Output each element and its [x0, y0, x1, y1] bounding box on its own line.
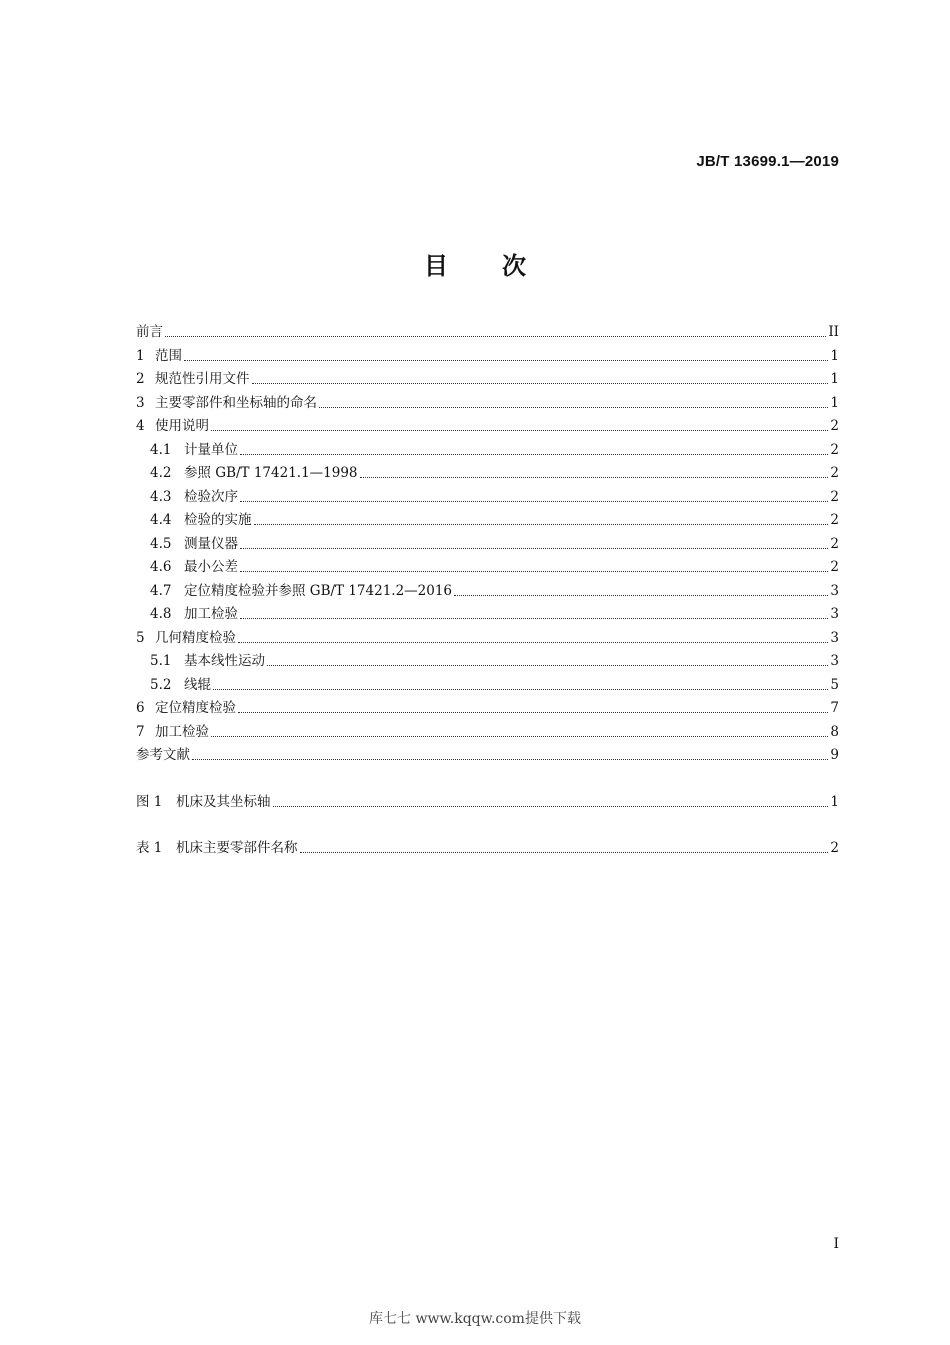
toc-entry-label: 主要零部件和坐标轴的命名 [155, 394, 317, 411]
page-number: I [833, 1236, 839, 1252]
toc-entry-label: 定位精度检验 [155, 700, 236, 716]
toc-entry-number: 4.4 [150, 512, 172, 528]
toc-entry[interactable] [136, 439, 839, 463]
toc-spacer [136, 814, 839, 837]
toc-entry[interactable] [136, 650, 839, 674]
toc-entry-number: 5 [136, 629, 145, 646]
dot-leader [165, 336, 826, 337]
figure-entry[interactable] [136, 791, 839, 815]
toc-entry-label: 机床及其坐标轴 [176, 793, 271, 810]
dot-leader [319, 407, 828, 408]
dot-leader [240, 618, 828, 619]
toc-entry-page: 1 [830, 347, 839, 364]
figure-list [136, 791, 839, 815]
toc-entry[interactable] [136, 486, 839, 510]
toc-entry[interactable] [136, 627, 839, 651]
toc-entry-label: 加工检验 [184, 606, 238, 622]
toc-entry[interactable] [136, 580, 839, 604]
toc-entry[interactable] [136, 674, 839, 698]
toc-entry-label: 测量仪器 [184, 535, 238, 552]
toc-entry[interactable] [136, 368, 839, 392]
toc-entry-label: 范围 [155, 347, 182, 364]
toc-entry[interactable] [136, 533, 839, 557]
toc-entry-label: 参照 GB/T 17421.1—1998 [184, 465, 358, 481]
toc-entry-page: 1 [830, 793, 839, 810]
dot-leader [238, 642, 828, 643]
toc-entry[interactable] [136, 321, 839, 345]
dot-leader [252, 383, 829, 384]
toc-entry-label: 定位精度检验并参照 GB/T 17421.2—2016 [184, 582, 453, 599]
dot-leader [192, 759, 828, 760]
dot-leader [240, 548, 828, 549]
toc-entry-number: 4.5 [150, 535, 172, 552]
dot-leader [184, 360, 828, 361]
toc-entry-number: 表 1 [136, 840, 163, 856]
toc-entry[interactable] [136, 556, 839, 580]
toc-entry-page: 3 [830, 653, 839, 669]
toc-entry-number: 6 [136, 700, 145, 716]
toc-entry-page: 1 [830, 394, 839, 411]
dot-leader [360, 477, 829, 478]
toc-entry-label: 加工检验 [155, 723, 209, 740]
toc-entry[interactable] [136, 415, 839, 439]
toc-entry-page: 2 [830, 559, 839, 575]
page-title [0, 246, 950, 281]
toc-entry[interactable] [136, 721, 839, 745]
toc-entry-page: 2 [830, 840, 839, 856]
toc-entry-label: 规范性引用文件 [155, 371, 250, 387]
toc-entry-page: 9 [830, 747, 839, 763]
dot-leader [267, 665, 828, 666]
toc-entry-label: 计量单位 [184, 441, 238, 458]
toc-spacer [136, 768, 839, 791]
toc-entry-number: 3 [136, 394, 145, 411]
toc-entry-label: 基本线性运动 [184, 653, 265, 669]
toc-entry-label: 检验次序 [184, 488, 238, 505]
toc-entry-page: 2 [830, 465, 839, 481]
toc-entry-number: 4.6 [150, 559, 172, 575]
title-char-2: 次 [502, 252, 526, 280]
toc-entry-page: 1 [830, 371, 839, 387]
toc-entry[interactable] [136, 697, 839, 721]
standard-code: JB/T 13699.1—2019 [696, 153, 839, 170]
toc-entry-label: 参考文献 [136, 747, 190, 763]
toc-entry-number: 4.3 [150, 488, 172, 505]
dot-leader [240, 454, 828, 455]
toc-entry-label: 使用说明 [155, 418, 209, 434]
toc-entry-page: 3 [830, 606, 839, 622]
toc-entry-label: 几何精度检验 [155, 629, 236, 646]
toc-entry-number: 4 [136, 418, 145, 434]
toc-entry-page: 2 [830, 488, 839, 505]
toc-entry-page: 2 [830, 535, 839, 552]
toc-entry-number: 图 1 [136, 793, 163, 810]
toc-entries [136, 321, 839, 768]
toc-entry-number: 4.8 [150, 606, 172, 622]
dot-leader [254, 524, 829, 525]
dot-leader [273, 806, 829, 807]
toc-entry-number: 7 [136, 723, 145, 740]
toc-entry[interactable] [136, 744, 839, 768]
toc-entry-number: 4.2 [150, 465, 172, 481]
toc-entry-label: 线辊 [184, 676, 211, 693]
dot-leader [211, 430, 828, 431]
toc-entry-label: 机床主要零部件名称 [176, 840, 298, 856]
toc-entry-label: 最小公差 [184, 559, 238, 575]
toc-entry[interactable] [136, 603, 839, 627]
toc-entry-number: 5.1 [150, 653, 172, 669]
toc-entry[interactable] [136, 392, 839, 416]
toc-entry-page: 2 [830, 441, 839, 458]
dot-leader [240, 571, 828, 572]
toc-entry-page: 2 [830, 512, 839, 528]
toc-entry[interactable] [136, 345, 839, 369]
toc-entry[interactable] [136, 462, 839, 486]
table-of-contents [136, 321, 839, 861]
title-char-1: 目 [424, 252, 448, 280]
table-entry[interactable] [136, 837, 839, 861]
toc-entry-number: 2 [136, 371, 145, 387]
toc-entry-page: 5 [830, 676, 839, 693]
toc-entry-number: 4.7 [150, 582, 172, 599]
footer-watermark: 库七七 www.kqqw.com提供下载 [369, 1311, 581, 1327]
toc-entry-label: 检验的实施 [184, 512, 252, 528]
toc-entry[interactable] [136, 509, 839, 533]
dot-leader [211, 736, 828, 737]
toc-entry-page: 3 [830, 629, 839, 646]
table-list [136, 837, 839, 861]
toc-entry-number: 5.2 [150, 676, 172, 693]
toc-entry-label: 前言 [136, 324, 163, 340]
toc-entry-page: 3 [830, 582, 839, 599]
dot-leader [300, 852, 829, 853]
dot-leader [213, 689, 828, 690]
dot-leader [240, 501, 828, 502]
toc-entry-page: II [828, 324, 839, 340]
dot-leader [238, 712, 828, 713]
toc-entry-page: 7 [830, 700, 839, 716]
toc-entry-number: 4.1 [150, 441, 172, 458]
dot-leader [454, 595, 828, 596]
toc-entry-page: 8 [830, 723, 839, 740]
toc-entry-page: 2 [830, 418, 839, 434]
toc-entry-number: 1 [136, 347, 145, 364]
